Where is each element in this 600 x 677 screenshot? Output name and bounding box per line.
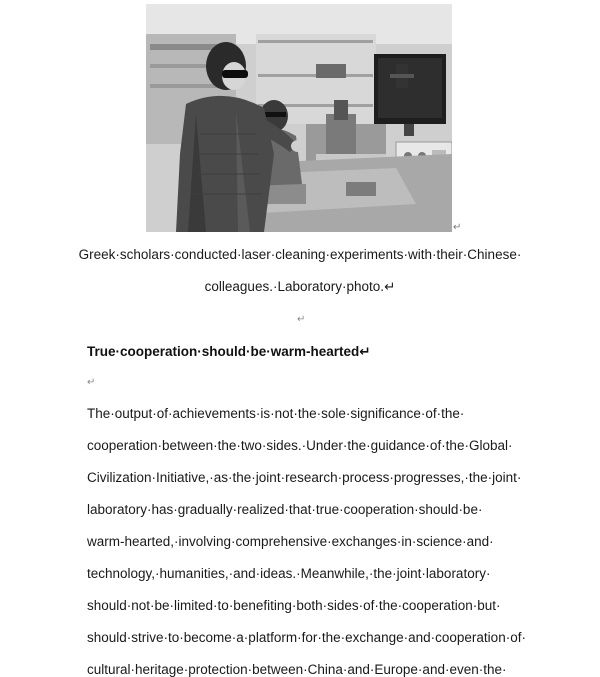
- body-text-line: cultural·heritage·protection·between·China·and·Europe·and·even·the·: [87, 662, 507, 677]
- empty-paragraph-mark: ↵: [87, 377, 96, 388]
- section-heading: True·cooperation·should·be·warm-hearted↵: [87, 344, 371, 359]
- paragraph-mark: ↵: [453, 222, 462, 233]
- empty-paragraph-mark: ↵: [297, 314, 306, 325]
- body-text-line: should·strive·to·become·a·platform·for·the·exchange·and·cooperation·of·: [87, 630, 526, 645]
- body-text-line: technology,·humanities,·and·ideas.·Meanwhile,·the·joint·laboratory·: [87, 566, 491, 581]
- body-text-line: The·output·of·achievements·is·not·the·sole·significance·of·the·: [87, 406, 465, 421]
- body-text-line: cooperation·between·the·two·sides.·Under·the·guidance·of·the·Global·: [87, 438, 513, 453]
- figure-caption-line-1: Greek·scholars·conducted·laser·cleaning·experiments·with·their·Chinese·: [78, 247, 522, 262]
- body-text-line: warm-hearted,·involving·comprehensive·exchanges·in·science·and·: [87, 534, 494, 549]
- body-text-line: Civilization·Initiative,·as·the·joint·research·process·progresses,·the·joint·: [87, 470, 522, 485]
- body-text-line: laboratory·has·gradually·realized·that·true·cooperation·should·be·: [87, 502, 483, 517]
- body-text-line: should·not·be·limited·to·benefiting·both·sides·of·the·cooperation·but·: [87, 598, 501, 613]
- figure-caption-line-2: colleagues.·Laboratory·photo.↵: [204, 279, 396, 294]
- laboratory-photo: [146, 4, 452, 232]
